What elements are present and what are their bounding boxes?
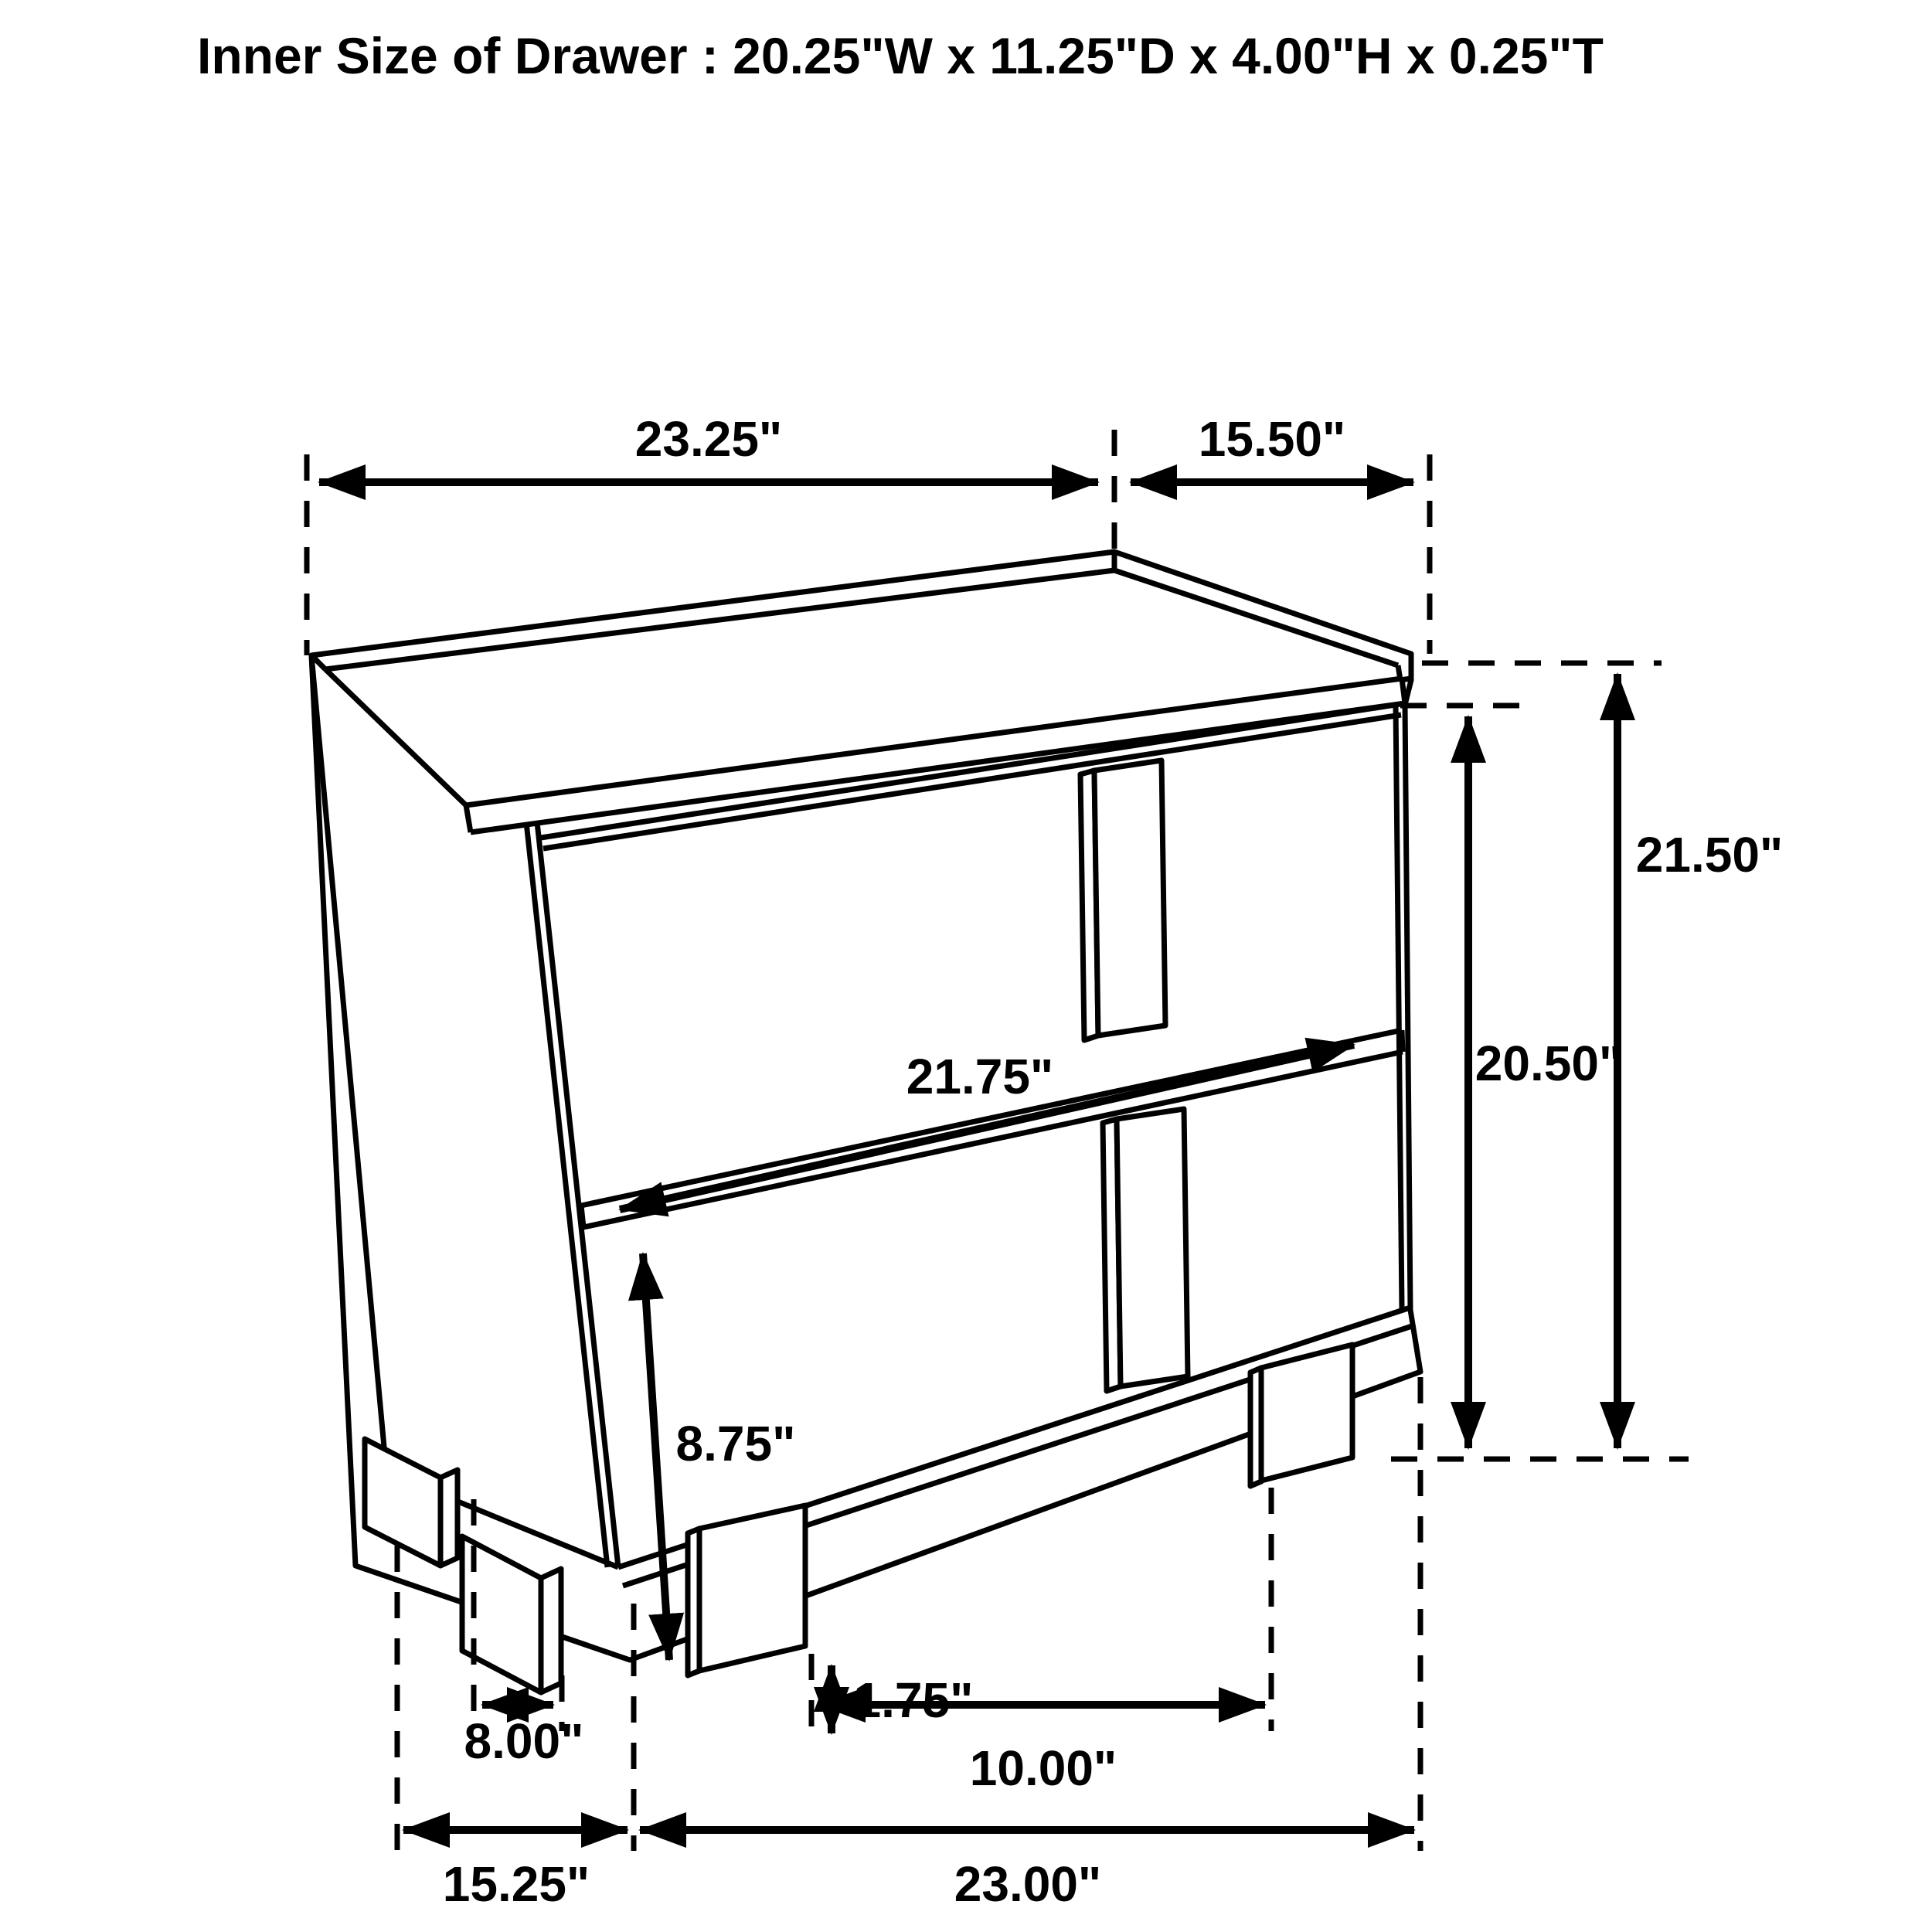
dimension-top-depth-label: 15.50" (1198, 411, 1346, 467)
dimension-body-height-label: 20.50" (1475, 1036, 1623, 1091)
dimension-base-width (640, 1830, 1414, 1912)
nightstand-drawing (311, 552, 1420, 1692)
dimension-base-depth (403, 1830, 628, 1912)
dimension-overall-height (1617, 674, 1783, 1448)
dimension-top-depth (1131, 411, 1413, 482)
dimension-front-feet-spacing-label: 10.00" (969, 1740, 1117, 1796)
diagram-title: Inner Size of Drawer : 20.25"W x 11.25"D x 4.00"H x 0.25"T (197, 27, 1604, 84)
dimension-drawer-front-height-label: 8.75" (675, 1416, 796, 1471)
dimension-body-height (1468, 716, 1622, 1448)
dimension-drawer-width-label: 21.75" (906, 1049, 1054, 1104)
dimension-foot-width (464, 1705, 584, 1769)
dimension-base-depth-label: 15.25" (442, 1856, 590, 1912)
dimension-overall-height-label: 21.50" (1635, 827, 1784, 883)
dimension-drawer-width-label-group (906, 1049, 1054, 1104)
dimension-base-width-label: 23.00" (954, 1856, 1102, 1912)
dimension-plinth-height-label: 1.75" (853, 1672, 974, 1728)
dimension-top-width-label: 23.25" (634, 411, 783, 467)
dimension-plinth-height (832, 1665, 973, 1733)
dimension-foot-width-label: 8.00" (464, 1713, 584, 1769)
dimension-top-width (319, 411, 1098, 482)
cabinet-silhouette (311, 552, 1420, 1660)
